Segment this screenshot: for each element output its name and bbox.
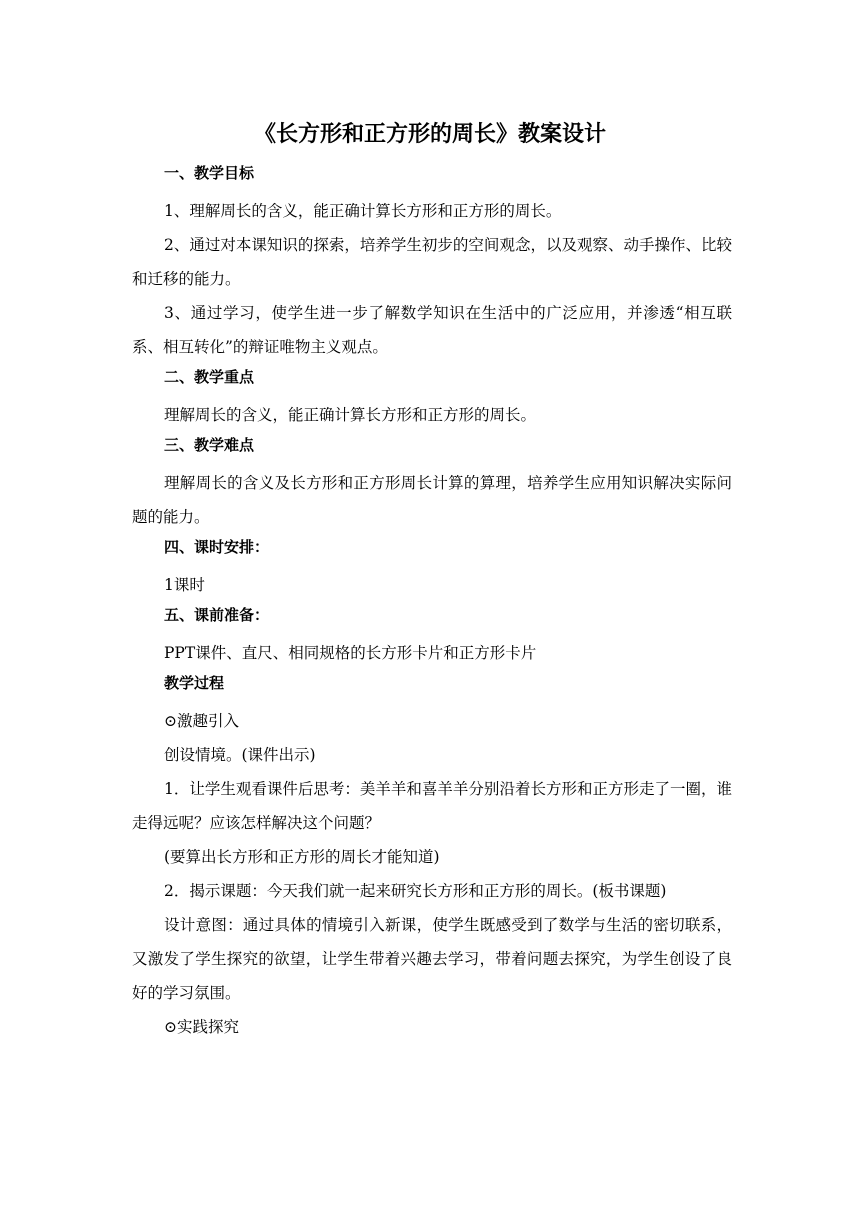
intro-answer: (要算出长方形和正方形的周长才能知道) [164,848,440,866]
key-heading: 二、教学重点 [164,368,255,386]
goal-3: 3、通过学习，使学生进一步了解数学知识在生活中的广泛应用，并渗透“相互联系、相互转化”的辩证唯物主义观点。 [132,304,732,356]
schedule-heading: 四、课时安排： [164,538,270,556]
process-heading: 教学过程 [164,674,225,692]
goals-heading: 一、教学目标 [164,164,255,182]
prep-text: PPT课件、直尺、相同规格的长方形卡片和正方形卡片 [164,644,537,662]
intro-step-2: 2．揭示课题：今天我们就一起来研究长方形和正方形的周长。(板书课题) [164,882,667,900]
prep-heading: 五、课前准备： [164,606,270,624]
practice-heading: ⊙实践探究 [164,1018,239,1036]
goal-2: 2、通过对本课知识的探索，培养学生初步的空间观念，以及观察、动手操作、比较和迁移的能力。 [132,236,732,288]
design-intent: 设计意图：通过具体的情境引入新课，使学生既感受到了数学与生活的密切联系，又激发了学生探究的欲望，让学生带着兴趣去学习，带着问题去探究，为学生创设了良好的学习氛围。 [132,916,732,1002]
document-title: 《长方形和正方形的周长》教案设计 [253,122,606,147]
intro-heading: ⊙激趣引入 [164,712,239,730]
key-text: 理解周长的含义，能正确计算长方形和正方形的周长。 [164,406,537,424]
difficulty-text: 理解周长的含义及长方形和正方形周长计算的算理，培养学生应用知识解决实际问题的能力。 [132,474,732,526]
difficulty-heading: 三、教学难点 [164,436,255,454]
schedule-text: 1课时 [164,576,205,594]
intro-scene: 创设情境。(课件出示) [164,746,316,764]
goal-1: 1、理解周长的含义，能正确计算长方形和正方形的周长。 [164,202,562,220]
intro-step-1: 1．让学生观看课件后思考：美羊羊和喜羊羊分别沿着长方形和正方形走了一圈，谁走得远呢？应该怎样解决这个问题？ [132,780,732,832]
